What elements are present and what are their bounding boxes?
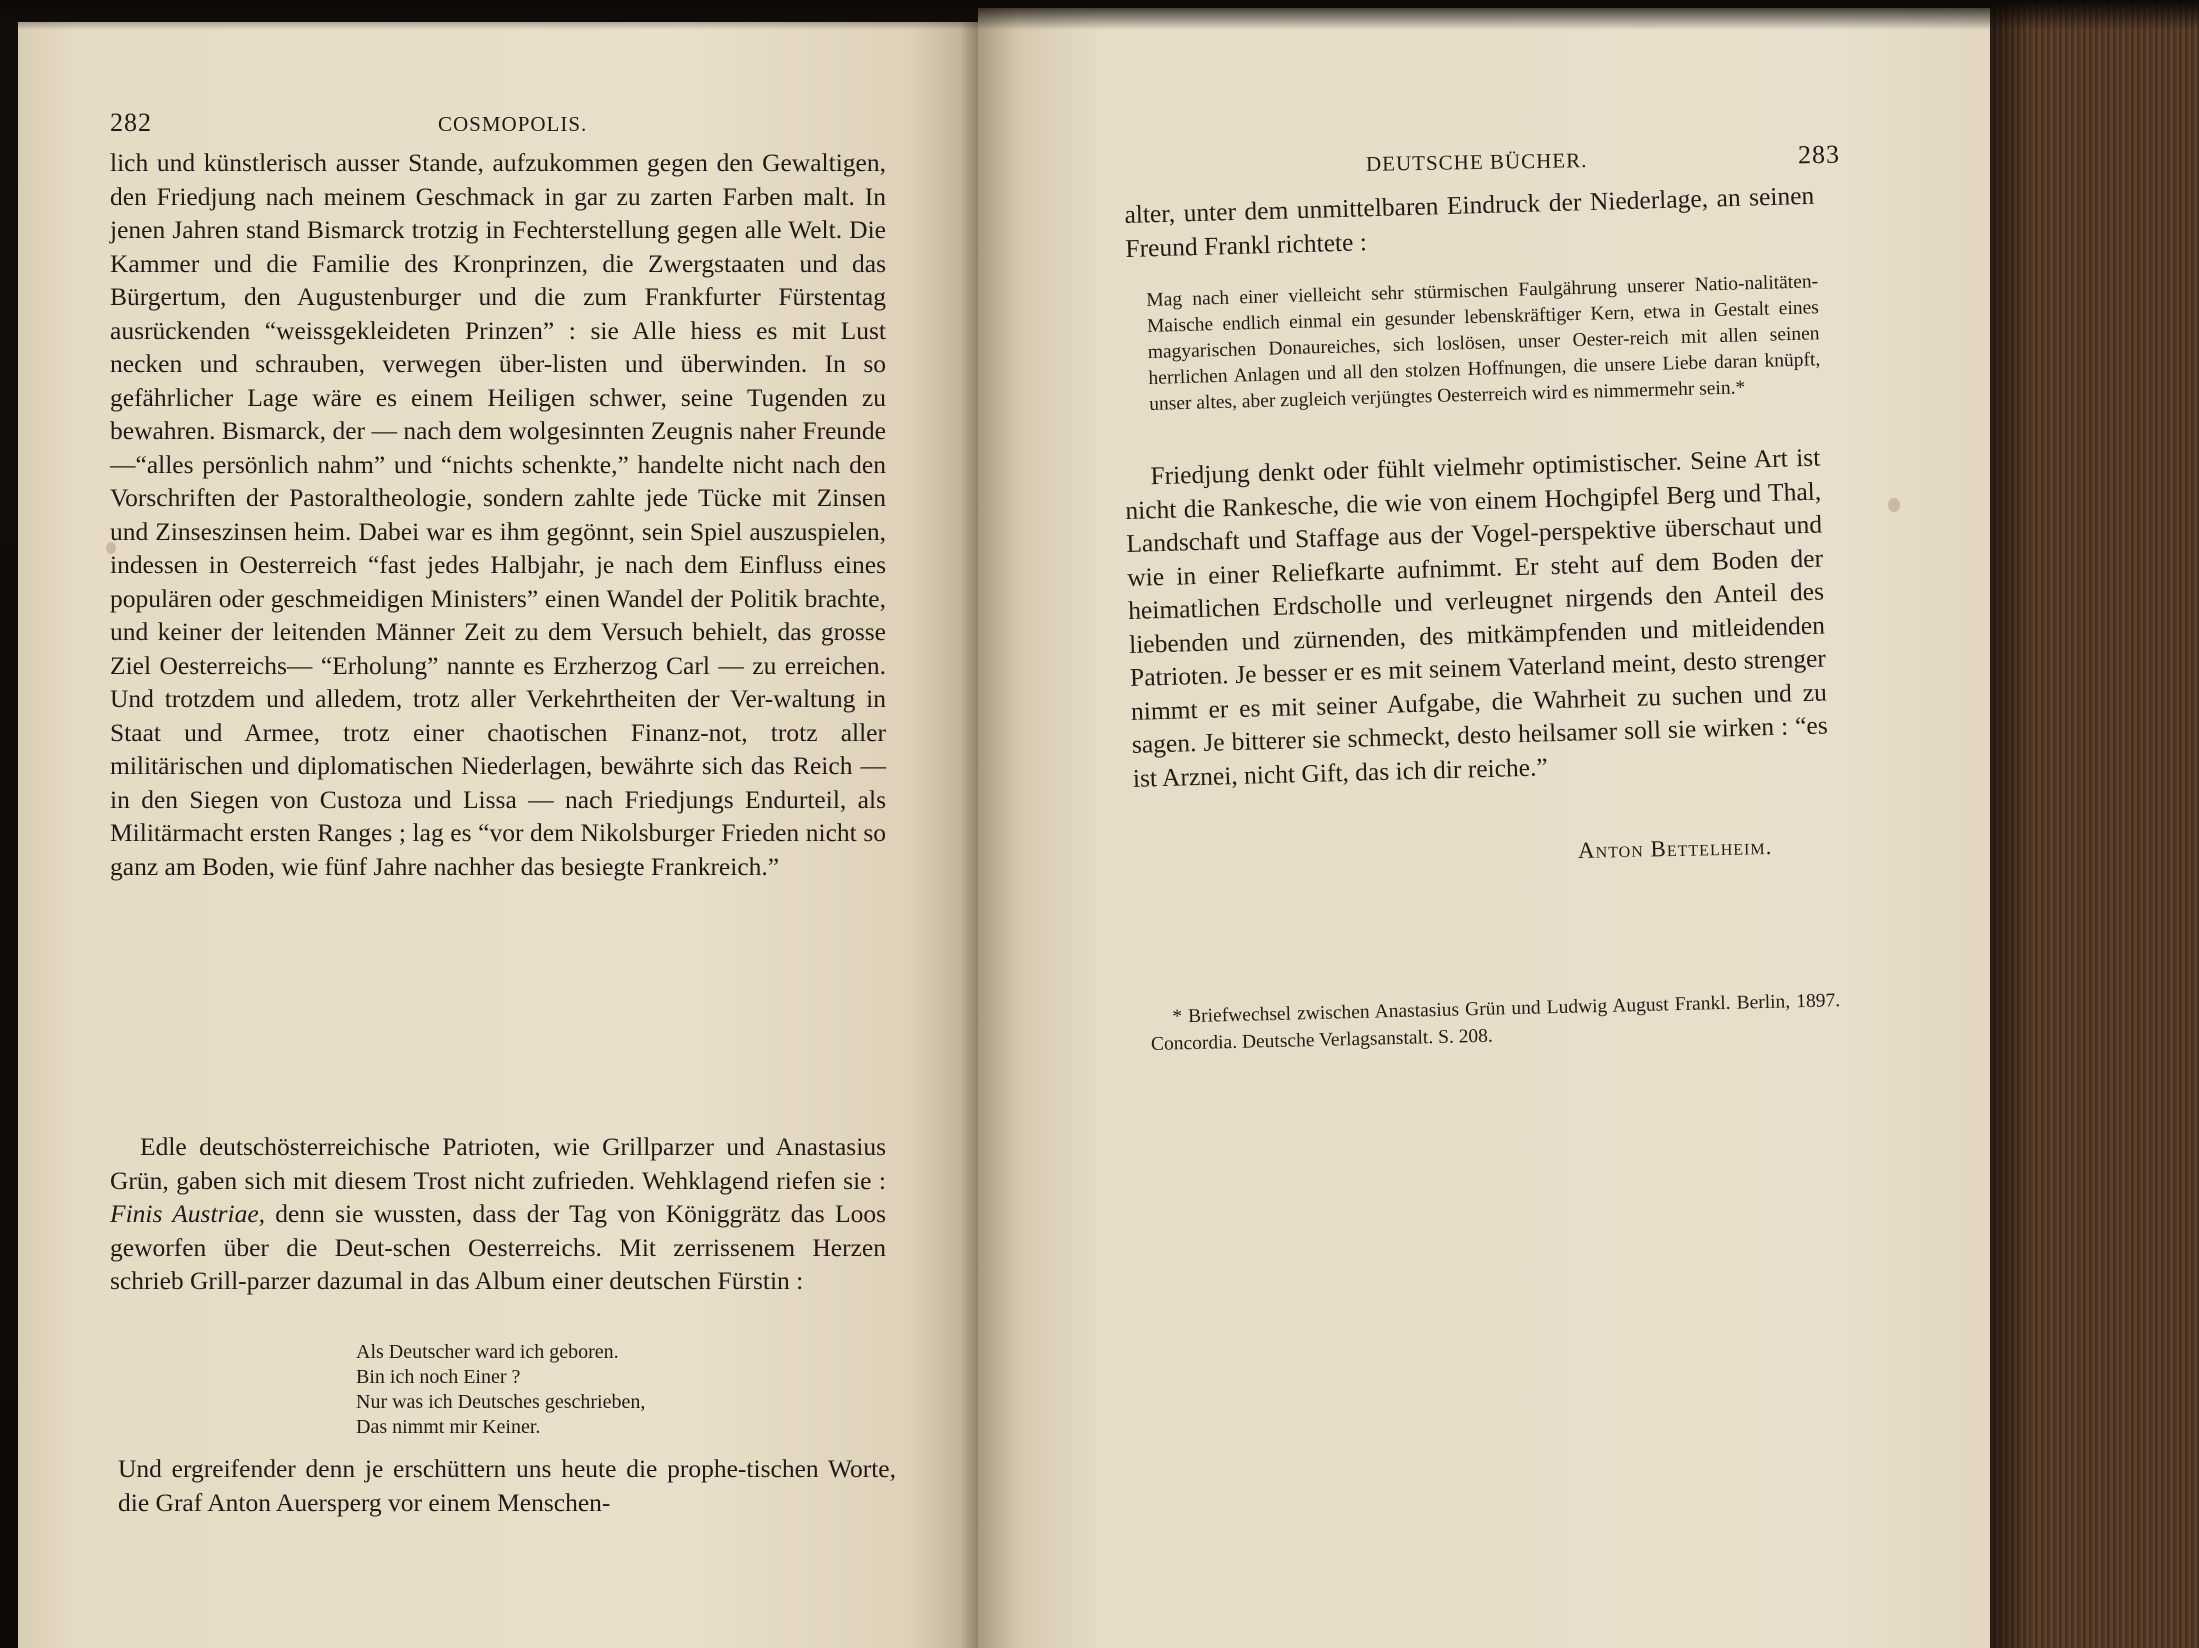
poem	[356, 1340, 645, 1440]
signature: Anton Bettelheim.	[1577, 833, 1773, 864]
scan-top-shadow	[0, 0, 2199, 30]
paper-fleck	[1888, 498, 1900, 512]
footnote: * Briefwechsel zwischen Anastasius Grün und Ludwig August Frankl. Berlin, 1897. Concordia. Deutsche Verlagsanstalt. S. 208.	[1150, 990, 1841, 1055]
page-number-right: 283	[1797, 139, 1841, 170]
left-paragraph-3: Und ergreifender denn je erschüttern uns heute die prophe-tischen Worte, die Graf Anton Auersperg vor einem Menschen-	[118, 1454, 896, 1517]
right-paragraph-2: Friedjung denkt oder fühlt vielmehr optimistischer. Seine Art ist nicht die Rankesche, die wie von einem Hochgipfel Berg und Thal, Landschaft und Staffage aus der Vogel-perspektive überschaut und wie in einer Reliefkarte aufnimmt. Er steht auf dem Boden der heimatlichen Erdscholle und verleugnet nirgends den Anteil des liebenden und zürnenden, des mitkämpfenden und mitleidenden Patrioten. Je besser er es mit seinem Vaterland meint, desto strenger nimmt er es mit seiner Aufgabe, die Wahrheit zu suchen und zu sagen. Je bitterer sie schmeckt, desto heilsamer soll sie wirken : “es ist Arznei, nicht Gift, das ich dir reiche.”	[1124, 442, 1829, 793]
poem-line: Das nimmt mir Keiner.	[356, 1416, 541, 1438]
poem-line: Bin ich noch Einer ?	[356, 1366, 521, 1388]
poem-line: Nur was ich Deutsches geschrieben,	[356, 1391, 646, 1413]
right-page	[978, 8, 1990, 1648]
paper-fleck	[106, 542, 116, 554]
block-quote: Mag nach einer vielleicht sehr stürmischen Faulgährung unserer Natio-nalitäten-Maische endlich einmal ein gesunder lebenskräftiger Kern, etwa in Gestalt eines magyarischen Donaureiches, sich loslösen, unser Oester-reich mit allen seinen herrlichen Anlagen und all den stolzen Hoffnungen, die unsere Liebe daran knüpft, unser altes, aber zugleich verjüngtes Oesterreich wird es nimmermehr sein.*	[1146, 271, 1821, 415]
italic-phrase: Finis Austriae,	[110, 1199, 266, 1228]
left-paragraph-2	[110, 1130, 886, 1298]
running-head-right: DEUTSCHE BÜCHER.	[1365, 148, 1588, 176]
left-paragraph-2-start: Edle deutschösterreichische Patrioten, wie Grillparzer und Anastasius Grün, gaben sich mit diesem Trost nicht zufrieden. Wehklagend riefen sie :	[110, 1132, 886, 1195]
page-edge-shadow	[1990, 0, 2030, 1648]
poem-line: Als Deutscher ward ich geboren.	[356, 1341, 619, 1363]
page-number-left: 282	[110, 108, 152, 137]
left-paragraph-2-end: denn sie wussten, dass der Tag von Königgrätz das Loos geworfen über die Deut-schen Oesterreichs. Mit zerrissenem Herzen schrieb Grill-parzer dazumal in das Album einer deutschen Fürstin :	[110, 1199, 886, 1295]
left-paragraph-1: lich und künstlerisch ausser Stande, aufzukommen gegen den Gewaltigen, den Friedjung nach meinem Geschmack in gar zu zarten Farben malt. In jenen Jahren stand Bismarck trotzig in Fechterstellung gegen alle Welt. Die Kammer und die Familie des Kronprinzen, die Zwergstaaten und das Bürgertum, den Augustenburger und die zum Frankfurter Fürstentag ausrückenden “weissgekleideten Prinzen” : sie Alle hiess es mit Lust necken und schrauben, verwegen über-listen und überwinden. In so gefährlicher Lage wäre es einem Heiligen schwer, seine Tugenden zu bewahren. Bismarck, der — nach dem wolgesinnten Zeugnis naher Freunde—“alles persönlich nahm” und “nichts schenkte,” handelte nicht nach den Vorschriften der Pastoraltheologie, sondern zahlte jede Tücke mit Zinsen und Zinseszinsen heim. Dabei war es ihm gegönnt, sein Spiel auszuspielen, indessen in Oesterreich “fast jedes Halbjahr, je nach dem Einfluss eines populären oder geschmeidigen Ministers” einen Wandel der Politik brachte, und keiner der leitenden Männer Zeit zu dem Versuch behielt, das grosse Ziel Oesterreichs— “Erholung” nannte es Erzherzog Carl — zu erreichen. Und trotzdem und alledem, trotz aller Verkehrtheiten der Ver-waltung in Staat und Armee, trotz einer chaotischen Finanz-not, trotz aller militärischen und diplomatischen Niederlagen, bewährte sich das Reich — in den Siegen von Custoza und Lissa — nach Friedjungs Endurteil, als Militärmacht ersten Ranges ; lag es “vor dem Nikolsburger Frieden nicht so ganz am Boden, wie fünf Jahre nachher das besiegte Frankreich.”	[110, 148, 886, 881]
left-page	[18, 22, 978, 1648]
running-head-left: COSMOPOLIS.	[438, 112, 588, 136]
right-paragraph-1: alter, unter dem unmittelbaren Eindruck der Niederlage, an seinen Freund Frankl richtete :	[1124, 180, 1815, 263]
